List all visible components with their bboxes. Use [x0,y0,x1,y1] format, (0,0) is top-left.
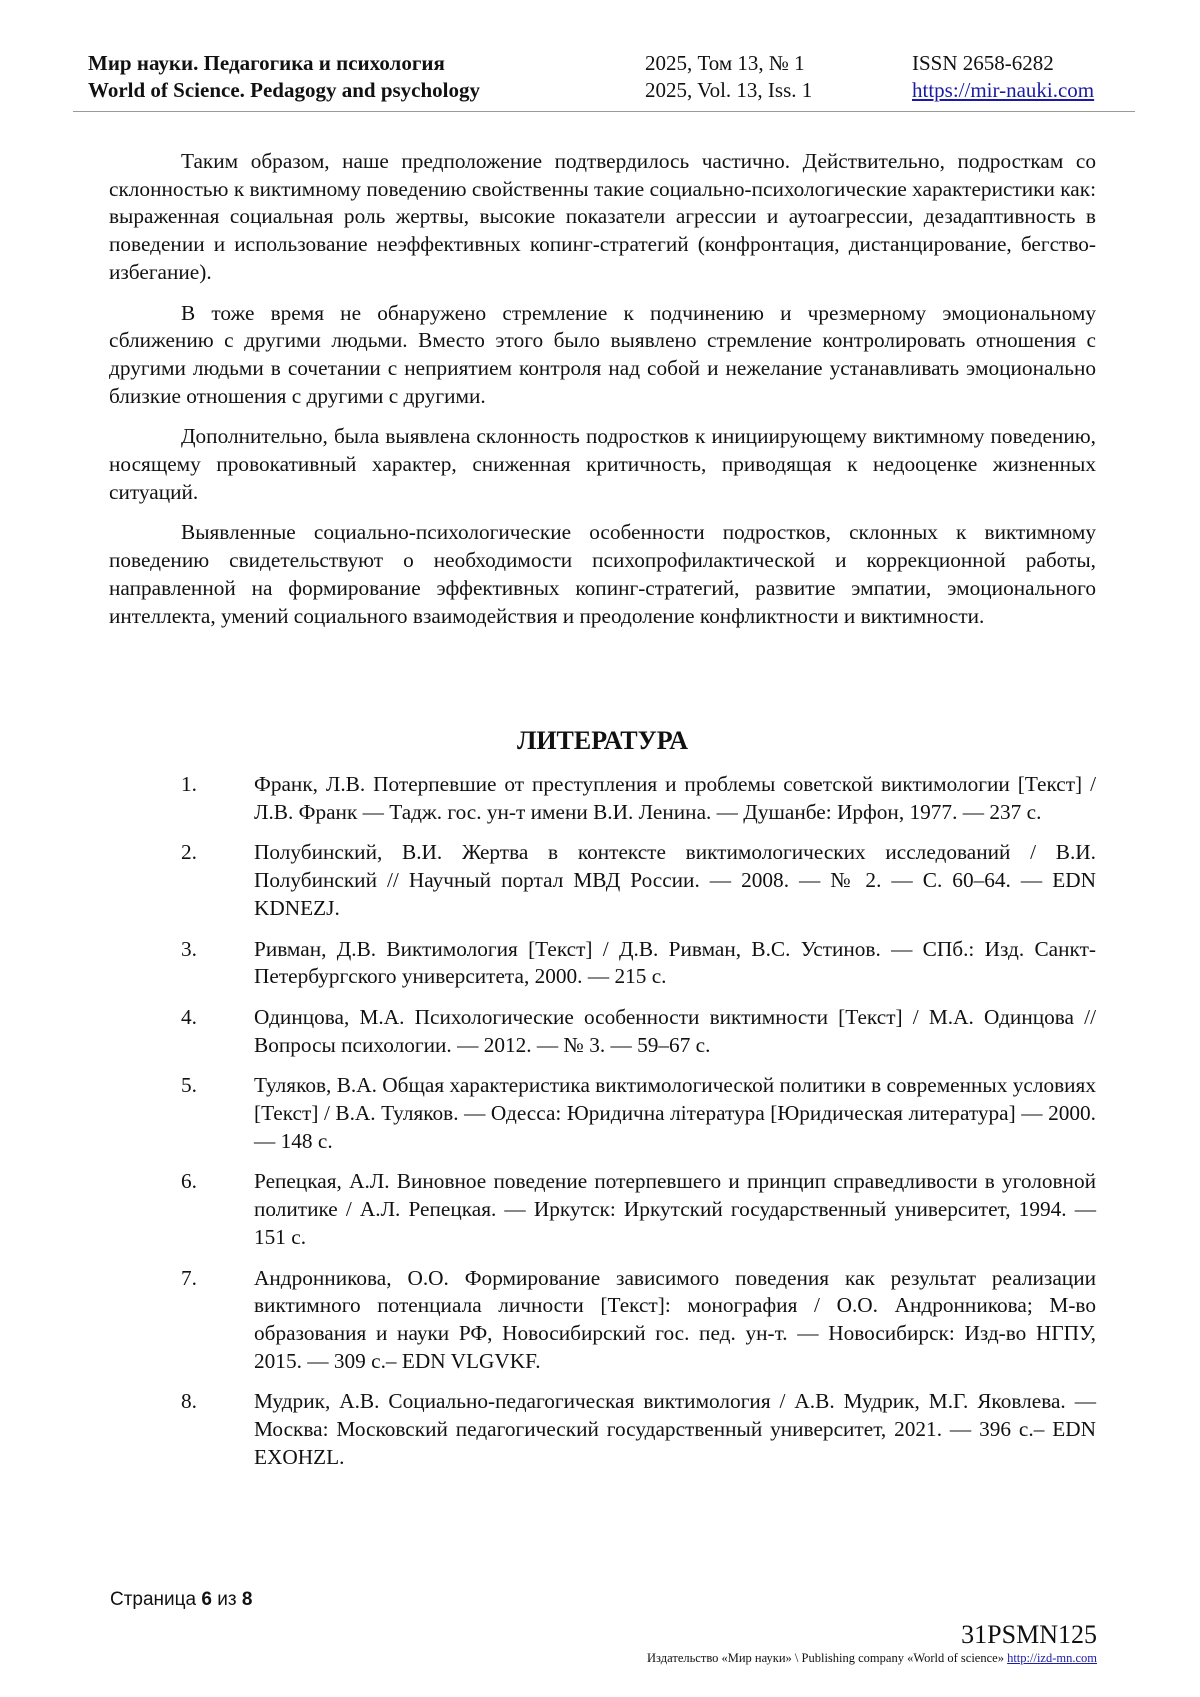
body-paragraph: Выявленные социально-психологические особенности подростков, склонных к виктимному поведению свидетельствуют о необходимости психопрофилактической и коррекционной работы, направленной на формирование эффективных копинг-стратегий, развитие эмпатии, эмоционального интеллекта, умений социального взаимодействия и преодоление конфликтности и виктимности. [109,520,1096,628]
reference-item [109,1168,1096,1251]
journal-title-ru: Мир науки. Педагогика и психология [88,51,445,75]
reference-text: Андронникова, О.О. Формирование зависимого поведения как результат реализации виктимного потенциала личности [Текст]: монография / О.О. Андронникова; М-во образования и науки РФ, Новосибирский гос. пед. ун-т. — Новосибирск: Изд-во НГПУ, 2015. — 309 с.– EDN VLGVKF. [254,1265,1096,1373]
reference-text: Одинцова, М.А. Психологические особенности виктимности [Текст] / М.А. Одинцова // Вопросы психологии. — 2012. — № 3. — 59–67 с. [254,1004,1096,1057]
reference-item [109,1388,1096,1471]
page-header [88,50,1120,112]
journal-title [88,50,480,104]
reference-number: 5. [181,1073,197,1098]
page-counter-prefix: Страница [110,1589,197,1610]
journal-volume-ru: 2025, Том 13, № 1 [645,51,805,75]
reference-item [109,839,1096,922]
reference-text: Ривман, Д.В. Виктимология [Текст] / Д.В. Ривман, В.С. Устинов. — СПб.: Изд. Санкт-Петербургского университета, 2000. — 215 с. [254,936,1096,989]
references-list [109,771,1096,1484]
reference-item [109,936,1096,991]
reference-text: Мудрик, А.В. Социально-педагогическая виктимология / А.В. Мудрик, М.Г. Яковлева. — Москва: Московский педагогический государственный университет, 2021. — 396 с.– EDN EXOHZL. [254,1389,1096,1469]
reference-number: 2. [181,840,197,865]
reference-item [109,771,1096,826]
page-counter [110,1589,252,1611]
reference-number: 3. [181,936,197,961]
journal-issn-block [912,50,1094,104]
article-body [109,148,1096,643]
page-total: 8 [241,1589,253,1610]
references-heading: ЛИТЕРАТУРА [516,726,689,755]
reference-text: Полубинский, В.И. Жертва в контексте виктимологических исследований / В.И. Полубинский // Научный портал МВД России. — 2008. — № 2. — С. 60–64. — EDN KDNEZJ. [254,840,1096,920]
publisher-text: Издательство «Мир науки» \ Publishing company «World of science» [647,1651,1004,1665]
reference-number: 8. [181,1389,197,1414]
journal-volume-en: 2025, Vol. 13, Iss. 1 [645,78,813,102]
publisher-url-link[interactable]: http://izd-mn.com [1007,1651,1097,1665]
journal-volume [645,50,812,104]
reference-item [109,1265,1096,1376]
reference-item [109,1004,1096,1059]
journal-title-en: World of Science. Pedagogy and psychology [88,78,481,102]
body-paragraph: В тоже время не обнаружено стремление к подчинению и чрезмерному эмоциональному сближению с другими людьми. Вместо этого было выявлено стремление контролировать отношения с другими людьми в сочетании с неприятием контроля над собой и нежелание устанавливать эмоционально близкие отношения с другими с другими. [109,300,1096,408]
page-current: 6 [201,1589,212,1610]
reference-text: Туляков, В.А. Общая характеристика виктимологической политики в современных условиях [Текст] / В.А. Туляков. — Одесса: Юридична література [Юридическая литература] — 2000. — 148 с. [254,1073,1096,1153]
header-divider [73,111,1135,112]
reference-number: 7. [181,1265,197,1290]
reference-item [109,1072,1096,1155]
reference-text: Репецкая, А.Л. Виновное поведение потерпевшего и принцип справедливости в уголовной политике / А.Л. Репецкая. — Иркутск: Иркутский государственный университет, 1994. — 151 с. [254,1169,1096,1249]
reference-number: 6. [181,1169,197,1194]
reference-text: Франк, Л.В. Потерпевшие от преступления и проблемы советской виктимологии [Текст] / Л.В. Франк — Тадж. гос. ун-т имени В.И. Ленина. — Душанбе: Ирфон, 1977. — 237 с. [254,772,1096,824]
reference-number: 4. [181,1004,197,1029]
article-code: 31PSMN125 [961,1620,1097,1649]
body-paragraph: Дополнительно, была выявлена склонность подростков к инициирующему виктимному поведению, носящему провокативный характер, сниженная критичность, приводящая к недооценке жизненных ситуаций. [109,424,1096,504]
body-paragraph: Таким образом, наше предположение подтвердилось частично. Действительно, подросткам со склонностью к виктимному поведению свойственны такие социально-психологические характеристики как: выраженная социальная роль жертвы, высокие показатели агрессии и аутоагрессии, дезадаптивность в поведении и использование неэффективных копинг-стратегий (конфронтация, дистанцирование, бегство-избегание). [109,149,1096,284]
journal-issn: ISSN 2658-6282 [912,51,1054,75]
reference-number: 1. [181,772,197,796]
journal-url-link[interactable]: https://mir-nauki.com [912,78,1095,102]
page-counter-of: из [217,1589,237,1610]
publisher-line [647,1651,1097,1665]
